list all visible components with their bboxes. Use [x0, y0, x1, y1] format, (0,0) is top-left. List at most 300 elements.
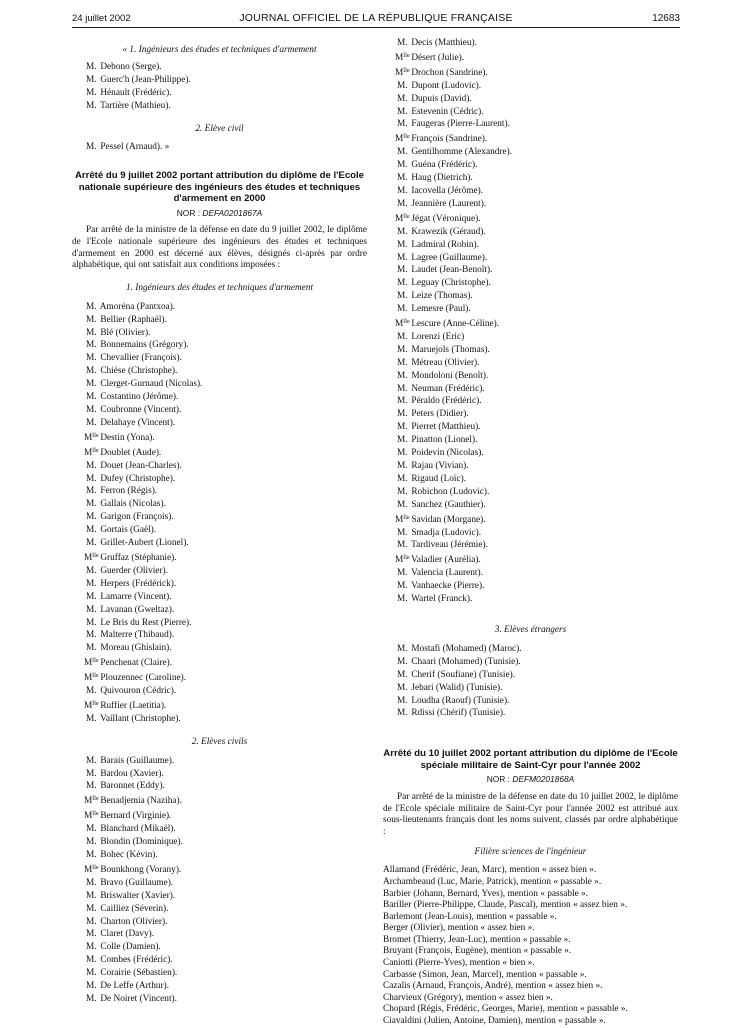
name-entry — [397, 473, 678, 486]
name-entry — [86, 301, 367, 314]
person-name: Wartel (Franck). — [409, 594, 473, 605]
title-abbrev: M. — [397, 383, 408, 394]
title-abbrev: M. — [86, 460, 97, 471]
name-entry — [397, 682, 678, 695]
person-name: Faugeras (Pierre-Laurent). — [409, 119, 510, 130]
name-entry — [397, 50, 678, 65]
name-entry — [86, 141, 367, 154]
name-entry — [397, 290, 678, 303]
graduate-entries-list — [383, 865, 678, 1027]
person-name: Dupuis (David). — [409, 93, 472, 104]
person-name: Leize (Thomas). — [409, 291, 473, 302]
continued-section-heading: « 1. Ingénieurs des études et techniques d'armement — [122, 45, 317, 55]
person-name: Bardou (Xavier). — [98, 768, 164, 779]
title-abbrev: M. — [397, 594, 408, 605]
person-name: Mostafi (Mohamed) (Maroc). — [409, 643, 522, 654]
person-name: Vanhaecke (Pierre). — [409, 581, 485, 592]
title-abbrev: M. — [397, 682, 408, 693]
title-abbrev: M. — [397, 38, 408, 48]
person-name: Charton (Olivier). — [98, 916, 168, 927]
title-abbrev: M. — [86, 353, 97, 364]
title-abbrev: M. — [86, 327, 97, 338]
title-abbrev: M. — [86, 142, 97, 153]
title-abbrev: $M^{lle}$ — [84, 795, 99, 807]
name-entry — [397, 527, 678, 540]
title-abbrev: M. — [397, 540, 408, 551]
name-entry — [86, 780, 367, 793]
name-entry — [86, 916, 367, 929]
name-entry — [86, 339, 367, 352]
title-abbrev: M. — [397, 239, 408, 250]
name-entry — [397, 460, 678, 473]
person-name: Benadjemia (Naziha). — [98, 796, 182, 807]
title-abbrev: $M^{lle}$ — [84, 863, 99, 875]
person-name: Jebari (Walid) (Tunisie). — [409, 682, 503, 693]
person-name: Garigon (François). — [98, 512, 174, 523]
person-name: Smadja (Ludovic). — [409, 527, 482, 538]
title-abbrev: M. — [86, 538, 97, 549]
person-name: Haug (Dietrich). — [409, 173, 473, 184]
header-page-number: 12683 — [652, 13, 680, 24]
title-abbrev: M. — [86, 781, 97, 792]
person-name: Chaari (Mohamed) (Tunisie). — [409, 656, 521, 667]
name-entry — [397, 80, 678, 93]
title-abbrev: M. — [86, 340, 97, 351]
person-name: Guerder (Olivier). — [98, 565, 168, 576]
name-entry — [86, 849, 367, 862]
title-abbrev: $M^{lle}$ — [395, 212, 410, 224]
title-abbrev: M. — [86, 379, 97, 390]
title-abbrev: M. — [397, 527, 408, 538]
name-entry — [86, 485, 367, 498]
title-abbrev: M. — [397, 106, 408, 117]
person-name: Dufey (Christophe). — [98, 473, 176, 484]
person-name: Briswalter (Xavier). — [98, 890, 176, 901]
person-name: Sanchez (Gauthier). — [409, 499, 486, 510]
person-name: Delahaye (Vincent). — [98, 417, 176, 428]
person-name: Estevenin (Cédric). — [409, 106, 484, 117]
title-abbrev: $M^{lle}$ — [395, 318, 410, 330]
title-abbrev: M. — [397, 265, 408, 276]
person-name: Valencia (Laurent). — [409, 568, 483, 579]
name-entry — [397, 552, 678, 567]
title-abbrev: M. — [86, 100, 97, 111]
person-name: Chevallier (François). — [98, 353, 182, 364]
name-entry — [397, 421, 678, 434]
person-name: Laudet (Jean-Benoît). — [409, 265, 493, 276]
name-entry — [397, 383, 678, 396]
person-name: Bohec (Kévin). — [98, 850, 158, 860]
person-name: Bounkhong (Vorany). — [98, 864, 182, 875]
title-abbrev: M. — [86, 643, 97, 654]
title-abbrev: M. — [86, 473, 97, 484]
title-abbrev: M. — [86, 591, 97, 602]
name-entry — [86, 537, 367, 550]
title-abbrev: M. — [397, 278, 408, 289]
name-entry — [86, 565, 367, 578]
title-abbrev: M. — [86, 578, 97, 589]
person-name: Blondin (Dominique). — [98, 837, 183, 848]
title-abbrev: M. — [397, 486, 408, 497]
title-abbrev: M. — [86, 366, 97, 377]
name-entry — [86, 877, 367, 890]
person-name: Péraldo (Frédéric). — [409, 396, 482, 407]
person-name: Bellier (Raphaël). — [98, 314, 167, 325]
name-entry — [86, 617, 367, 630]
title-abbrev: $M^{lle}$ — [84, 672, 99, 684]
person-name: De Leffe (Arthur). — [98, 981, 170, 992]
person-name: Lavanan (Gweltaz). — [98, 604, 175, 615]
title-abbrev: M. — [86, 61, 97, 72]
name-entry — [86, 954, 367, 967]
name-entry — [397, 185, 678, 198]
title-abbrev: M. — [397, 198, 408, 209]
name-entry — [397, 357, 678, 370]
title-abbrev: M. — [397, 581, 408, 592]
person-name: Vaillant (Christophe). — [98, 713, 181, 724]
section-3-names-list — [383, 643, 678, 720]
name-entry — [86, 417, 367, 430]
name-entry — [86, 903, 367, 916]
title-abbrev: M. — [86, 417, 97, 428]
title-abbrev: M. — [397, 409, 408, 420]
person-name: Coubronne (Vincent). — [98, 405, 182, 415]
graduate-entry: Carbasse (Simon, Jean, Marcel), mention « passable ». — [383, 969, 587, 980]
person-name: Neuman (Frédéric). — [409, 383, 485, 394]
person-name: Costantino (Jérôme). — [98, 392, 179, 403]
name-entry — [86, 578, 367, 591]
name-entry — [86, 967, 367, 980]
title-abbrev: M. — [86, 604, 97, 615]
graduate-entry: Bariller (Pierre-Philippe, Claude, Pascal), mention « assez bien ». — [383, 900, 628, 911]
graduate-entry: Caniotti (Pierre-Yves), mention « bien ». — [383, 958, 535, 969]
person-name: Leguay (Christophe). — [409, 278, 491, 289]
name-entry — [86, 498, 367, 511]
title-abbrev: M. — [86, 942, 97, 953]
nor-2-label: NOR : — [486, 774, 510, 785]
name-entry — [397, 344, 678, 357]
name-entry — [397, 643, 678, 656]
title-abbrev: $M^{lle}$ — [84, 699, 99, 711]
page-header — [72, 11, 680, 25]
title-abbrev: M. — [86, 499, 97, 510]
person-name: Drochon (Sandrine). — [409, 67, 488, 78]
name-entry — [86, 61, 367, 74]
name-entry — [86, 473, 367, 486]
name-entry — [86, 365, 367, 378]
name-entry — [397, 316, 678, 331]
title-abbrev: M. — [397, 695, 408, 706]
header-date: 24 juillet 2002 — [72, 13, 131, 24]
name-entry — [397, 211, 678, 226]
name-entry — [397, 434, 678, 447]
title-abbrev: M. — [86, 301, 97, 312]
left-column — [72, 40, 367, 1006]
person-name: Chièse (Christophe). — [98, 366, 178, 377]
name-entry — [86, 378, 367, 391]
title-abbrev: M. — [86, 405, 97, 415]
name-entry — [86, 655, 367, 670]
name-entry — [397, 695, 678, 708]
name-entry — [397, 239, 678, 252]
name-entry — [397, 131, 678, 146]
name-entry — [86, 352, 367, 365]
graduate-entry: Ciavaldini (Julien, Antoine, Damien), mention « passable ». — [383, 1016, 606, 1027]
person-name: Gallais (Nicolas). — [98, 499, 166, 510]
person-name: Ruffier (Laetitia). — [98, 700, 167, 711]
header-journal-title: JOURNAL OFFICIEL DE LA RÉPUBLIQUE FRANÇAISE — [239, 12, 513, 24]
person-name: Tardiveau (Jérémie). — [409, 540, 488, 551]
name-entry — [86, 642, 367, 655]
person-name: Cherif (Soufiane) (Tunisie). — [409, 669, 516, 680]
nor-code: DEFA0201867A — [202, 207, 263, 218]
person-name: Le Bris du Rest (Pierre). — [98, 617, 192, 628]
decree-2-title: Arrêté du 10 juillet 2002 portant attribution du diplôme de l'Ecole spéciale militaire de Saint-Cyr pour l'année 2002 — [383, 748, 678, 771]
filiere-heading: Filière sciences de l'ingénieur — [474, 847, 587, 858]
name-entry — [86, 404, 367, 417]
name-entry — [397, 198, 678, 211]
title-abbrev: M. — [397, 473, 408, 484]
name-entry — [397, 226, 678, 239]
title-abbrev: M. — [397, 568, 408, 579]
name-entry — [397, 65, 678, 80]
person-name: Bravo (Guillaume). — [98, 877, 174, 888]
name-entry — [86, 670, 367, 685]
person-name: Lagree (Guillaume). — [409, 252, 488, 263]
title-abbrev: M. — [397, 448, 408, 459]
title-abbrev: M. — [86, 916, 97, 927]
name-entry — [86, 629, 367, 642]
name-entry — [86, 928, 367, 941]
title-abbrev: M. — [397, 370, 408, 381]
name-entry — [86, 941, 367, 954]
title-abbrev: M. — [397, 461, 408, 471]
title-abbrev: M. — [397, 708, 408, 719]
name-entry — [397, 252, 678, 265]
title-abbrev: M. — [397, 147, 408, 158]
person-name: Quivouron (Cédric). — [98, 686, 177, 697]
title-abbrev: $M^{lle}$ — [84, 551, 99, 563]
graduate-entry: Bruyant (François, Eugène), mention « passable ». — [383, 946, 572, 957]
person-name: Loudha (Raouf) (Tunisie). — [409, 695, 510, 706]
person-name: Cailliez (Séverin). — [98, 903, 169, 914]
person-name: Debono (Serge). — [98, 61, 162, 72]
title-abbrev: M. — [397, 396, 408, 407]
title-abbrev: $M^{lle}$ — [84, 657, 99, 669]
title-abbrev: M. — [86, 968, 97, 979]
decree-intro: Par arrêté de la ministre de la défense en date du 9 juillet 2002, le diplôme de l'Ecole nationale supérieure des ingénieurs des études et techniques d'armement en 2000 est décerné aux élèves, désignés ci-après par ordre alphabétique, qui ont satisfait aux conditions imposées : — [72, 225, 367, 271]
person-name: Pinatton (Lionel). — [409, 435, 478, 446]
name-entry — [397, 486, 678, 499]
name-entry — [397, 408, 678, 421]
person-name: Combes (Frédéric). — [98, 955, 173, 966]
title-abbrev: M. — [86, 565, 97, 576]
person-name: Corairie (Sébastien). — [98, 968, 178, 979]
person-name: Penchenat (Claire). — [98, 658, 173, 669]
person-name: Krawezik (Géraud). — [409, 226, 486, 237]
name-entry — [86, 524, 367, 537]
title-abbrev: M. — [86, 713, 97, 724]
title-abbrev: M. — [397, 160, 408, 171]
person-name: Poidevin (Nicolas). — [409, 448, 484, 459]
name-entry — [397, 118, 678, 131]
person-name: Lemesre (Paul). — [409, 304, 471, 315]
person-name: Lescure (Anne-Céline). — [409, 319, 500, 330]
name-entry — [86, 993, 367, 1006]
nor-2-code: DEFM0201868A — [512, 774, 575, 785]
person-name: Dupont (Ludovic). — [409, 80, 482, 91]
graduate-entry: Barlemont (Jean-Louis), mention « passable ». — [383, 911, 557, 922]
section-1-heading: 1. Ingénieurs des études et techniques d'armement — [125, 282, 314, 293]
title-abbrev: M. — [397, 344, 408, 355]
name-entry — [86, 862, 367, 877]
title-abbrev: $M^{lle}$ — [395, 513, 410, 525]
graduate-entry: Berger (Olivier), mention « assez bien ». — [383, 923, 535, 934]
person-name: Tartière (Mathieu). — [98, 100, 171, 111]
name-entry — [86, 823, 367, 836]
name-entry — [86, 604, 367, 617]
name-entry — [397, 172, 678, 185]
person-name: Douet (Jean-Charles). — [98, 460, 182, 471]
title-abbrev: M. — [86, 850, 97, 860]
name-entry — [86, 327, 367, 340]
title-abbrev: M. — [397, 435, 408, 446]
title-abbrev: M. — [397, 643, 408, 654]
title-abbrev: $M^{lle}$ — [395, 51, 410, 63]
name-entry — [86, 591, 367, 604]
title-abbrev: $M^{lle}$ — [84, 431, 99, 443]
title-abbrev: M. — [397, 93, 408, 104]
name-entry — [397, 447, 678, 460]
title-abbrev: M. — [86, 392, 97, 403]
section-2-heading: 2. Elèves civils — [191, 736, 248, 747]
section-2-names-list — [72, 755, 367, 1006]
title-abbrev: M. — [397, 119, 408, 130]
person-name: François (Sandrine). — [409, 134, 488, 145]
title-abbrev: M. — [397, 499, 408, 510]
person-name: Savidan (Morgane). — [409, 514, 486, 525]
person-name: Gruffaz (Stéphanie). — [98, 552, 177, 563]
person-name: Jeannière (Laurent). — [409, 198, 487, 209]
title-abbrev: M. — [86, 512, 97, 523]
name-entry — [397, 499, 678, 512]
person-name: Lorenzi (Eric) — [409, 331, 465, 342]
name-entry — [397, 93, 678, 106]
person-name: Jégat (Véronique). — [409, 213, 481, 224]
section-2-continued-list — [383, 37, 678, 606]
civil-names-list — [72, 141, 367, 154]
header-rule — [72, 27, 680, 28]
person-name: Amoréna (Pantxoa). — [98, 301, 176, 312]
person-name: Guéna (Frédéric). — [409, 160, 478, 171]
title-abbrev: $M^{lle}$ — [395, 133, 410, 145]
name-entry — [397, 580, 678, 593]
title-abbrev: M. — [86, 686, 97, 697]
person-name: Blé (Olivier). — [98, 327, 151, 338]
name-entry — [397, 539, 678, 552]
name-entry — [397, 567, 678, 580]
title-abbrev: $M^{lle}$ — [84, 810, 99, 822]
name-entry — [86, 74, 367, 87]
name-entry — [86, 698, 367, 713]
title-abbrev: M. — [397, 669, 408, 680]
title-abbrev: M. — [86, 837, 97, 848]
person-name: Pierret (Matthieu). — [409, 422, 481, 433]
name-entry — [86, 391, 367, 404]
person-name: Blanchard (Mikaël). — [98, 824, 176, 835]
title-abbrev: M. — [86, 993, 97, 1004]
person-name: Gortais (Gaël). — [98, 525, 157, 536]
name-entry — [86, 980, 367, 993]
title-abbrev: $M^{lle}$ — [395, 554, 410, 566]
title-abbrev: M. — [86, 630, 97, 641]
title-abbrev: M. — [86, 486, 97, 497]
title-abbrev: M. — [397, 173, 408, 184]
name-entry — [86, 836, 367, 849]
person-name: Robichon (Ludovic). — [409, 486, 490, 497]
person-name: Doublet (Aude). — [98, 447, 162, 458]
name-entry — [86, 685, 367, 698]
title-abbrev: M. — [86, 981, 97, 992]
decree-2-nor — [383, 773, 678, 786]
name-entry — [86, 755, 367, 768]
title-abbrev: M. — [86, 755, 97, 766]
title-abbrev: M. — [397, 226, 408, 237]
title-abbrev: $M^{lle}$ — [395, 66, 410, 78]
continued-names-list — [72, 61, 367, 113]
title-abbrev: M. — [86, 955, 97, 966]
person-name: Métreau (Olivier). — [409, 357, 480, 368]
title-abbrev: M. — [86, 314, 97, 325]
graduate-entry: Barbier (Johann, Bernard, Yves), mention « passable ». — [383, 888, 589, 899]
name-entry — [397, 395, 678, 408]
title-abbrev: M. — [86, 87, 97, 98]
person-name: Rdissi (Chérif) (Tunisie). — [409, 708, 506, 719]
person-name: Gentilhomme (Alexandre). — [409, 147, 513, 158]
name-entry — [397, 264, 678, 277]
graduate-entry: Bromet (Thierry, Jean-Luc), mention « passable ». — [383, 934, 571, 945]
graduate-entry: Cazalis (Arnaud, François, André), mention « assez bien ». — [383, 981, 603, 992]
name-entry — [397, 146, 678, 159]
title-abbrev: M. — [86, 890, 97, 901]
graduate-entry: Chopard (Régis, Frédéric, Georges, Marie), mention « passable ». — [383, 1004, 628, 1015]
person-name: Clerget-Gurnaud (Nicolas). — [98, 379, 203, 390]
title-abbrev: M. — [86, 824, 97, 835]
decree-nor — [72, 207, 367, 220]
section-3-heading: 3. Elèves étrangers — [494, 624, 567, 635]
name-entry — [86, 890, 367, 903]
title-abbrev: $M^{lle}$ — [84, 446, 99, 458]
graduate-entry: Archambeaud (Luc, Marie, Patrick), mention « passable ». — [383, 876, 602, 887]
title-abbrev: M. — [397, 331, 408, 342]
title-abbrev: M. — [86, 903, 97, 914]
title-abbrev: M. — [86, 929, 97, 940]
name-entry — [86, 768, 367, 781]
person-name: Moreau (Ghislain). — [98, 643, 172, 654]
person-name: Désert (Julie). — [409, 52, 464, 63]
name-entry — [397, 656, 678, 669]
decree-2-intro: Par arrêté de la ministre de la défense en date du 10 juillet 2002, le diplôme de l'Ecole spéciale militaire de Saint-Cyr pour l'année 2002 est attribué aux sous-lieutenants français dont les noms suivent, classés par ordre alphabétique : — [383, 792, 678, 837]
person-name: Pessel (Arnaud). » — [98, 142, 170, 153]
name-entry — [86, 314, 367, 327]
name-entry — [86, 793, 367, 808]
person-name: Ferron (Régis). — [98, 486, 158, 497]
person-name: Iacovella (Jérôme). — [409, 185, 484, 196]
name-entry — [86, 460, 367, 473]
title-abbrev: M. — [397, 422, 408, 433]
person-name: Valadier (Aurélia). — [409, 555, 481, 566]
person-name: Grillet-Aubert (Lionel). — [98, 538, 189, 549]
